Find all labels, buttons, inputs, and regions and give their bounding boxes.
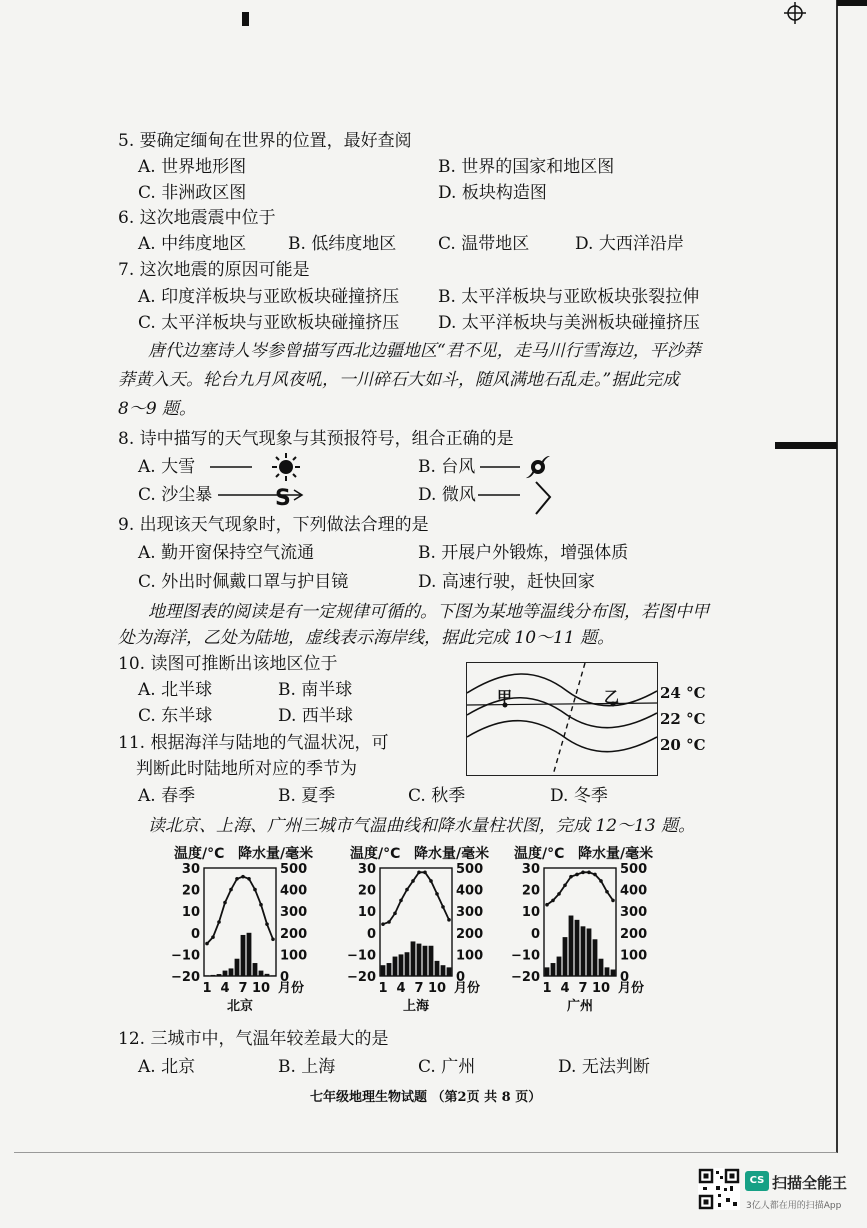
q9-stem: 9. 出现该天气现象时，下列做法合理的是 xyxy=(118,515,429,535)
x-tick: 4 xyxy=(220,981,230,996)
q6-option-c: C. 温带地区 xyxy=(438,234,530,254)
y-tick-left: −20 xyxy=(347,970,376,985)
q10-stem: 10. 读图可推断出该地区位于 xyxy=(118,654,338,674)
x-tick: 10 xyxy=(427,981,447,996)
temp-axis-title: 温度/°C xyxy=(350,846,401,862)
q11-stem-line1: 11. 根据海洋与陆地的气温状况，可 xyxy=(118,733,389,753)
jia-label: 甲 xyxy=(497,688,513,706)
temp-point xyxy=(435,892,439,896)
precip-bar xyxy=(259,971,264,976)
isotherm-label-24: 24 °C xyxy=(660,684,706,702)
precip-bar xyxy=(381,965,386,976)
precip-bar xyxy=(575,920,580,976)
q11-option-c: C. 秋季 xyxy=(408,786,466,806)
city-label: 广州 xyxy=(566,999,594,1014)
q5-option-a: A. 世界地形图 xyxy=(138,157,247,177)
precip-bar xyxy=(241,935,246,976)
temp-point xyxy=(429,879,433,883)
temp-point xyxy=(587,871,591,875)
y-tick-left: 20 xyxy=(181,883,200,899)
temp-point xyxy=(575,873,579,877)
precip-bar xyxy=(447,967,452,976)
y-tick-left: 30 xyxy=(521,862,540,877)
q11-stem-line2: 判断此时陆地所对应的季节为 xyxy=(136,759,357,779)
intro-10-11-line2: 处为海洋，乙处为陆地，虚线表示海岸线，据此完成 10～11 题。 xyxy=(118,628,615,648)
temp-point xyxy=(557,892,561,896)
x-tick: 1 xyxy=(202,981,212,996)
precip-bar xyxy=(557,957,562,976)
latitude-line xyxy=(467,703,657,705)
x-tick: 7 xyxy=(238,981,248,996)
q10-option-a: A. 北半球 xyxy=(138,680,213,700)
temp-point xyxy=(253,888,257,892)
temp-point xyxy=(551,899,555,903)
y-tick-right: 500 xyxy=(620,862,648,877)
intro-8-9-line2: 莽黄入天。轮台九月风夜吼，一川碎石大如斗，随风满地石乱走。”据此完成 xyxy=(118,370,680,390)
temp-point xyxy=(381,922,385,926)
y-tick-left: −20 xyxy=(511,970,540,985)
isotherm-lines xyxy=(467,663,657,775)
q7-option-b: B. 太平洋板块与亚欧板块张裂拉伸 xyxy=(438,287,700,307)
precip-bar xyxy=(435,961,440,976)
q6-option-d: D. 大西洋沿岸 xyxy=(575,234,684,254)
q12-option-c: C. 广州 xyxy=(418,1057,476,1077)
q5-option-d: D. 板块构造图 xyxy=(438,183,547,203)
q10-option-c: C. 东半球 xyxy=(138,706,213,726)
temp-axis-title: 温度/°C xyxy=(514,846,565,862)
y-tick-left: −10 xyxy=(511,948,540,964)
temp-point xyxy=(545,903,549,907)
q11-option-d: D. 冬季 xyxy=(550,786,608,806)
scanner-tagline: 3亿人都在用的扫描App xyxy=(746,1201,842,1211)
temp-point xyxy=(411,879,415,883)
y-tick-right: 0 xyxy=(620,970,630,985)
y-tick-left: 30 xyxy=(181,862,200,877)
y-tick-left: 20 xyxy=(521,883,540,899)
temp-point xyxy=(211,935,215,939)
city-label: 上海 xyxy=(402,999,430,1014)
scan-edge xyxy=(837,0,867,6)
precip-bar xyxy=(551,963,556,976)
q11-option-a: A. 春季 xyxy=(138,786,196,806)
temp-point xyxy=(605,890,609,894)
q8-option-a: A. 大雪 xyxy=(138,457,196,477)
precip-bar xyxy=(605,967,610,976)
precip-bar xyxy=(417,944,422,976)
intro-8-9-line1: 唐代边塞诗人岑参曾描写西北边疆地区“君不见，走马川行雪海边，平沙莽 xyxy=(148,341,701,361)
q5-stem: 5. 要确定缅甸在世界的位置，最好查阅 xyxy=(118,131,412,151)
temp-point xyxy=(235,877,239,881)
y-tick-right: 100 xyxy=(280,948,308,964)
temp-point xyxy=(223,901,227,905)
precip-bar xyxy=(599,959,604,976)
y-tick-left: 10 xyxy=(357,905,376,921)
x-axis-title: 月份 xyxy=(618,981,645,996)
isotherm-map xyxy=(466,662,658,776)
x-tick: 1 xyxy=(378,981,388,996)
temp-point xyxy=(447,918,451,922)
q12-option-a: A. 北京 xyxy=(138,1057,196,1077)
y-tick-right: 100 xyxy=(620,948,648,964)
temp-point xyxy=(265,922,269,926)
precip-bar xyxy=(429,946,434,976)
intro-12-13: 读北京、上海、广州三城市气温曲线和降水量柱状图，完成 12～13 题。 xyxy=(148,816,696,836)
temp-point xyxy=(593,873,597,877)
precip-bar xyxy=(223,971,228,976)
camscanner-logo: CS xyxy=(745,1171,769,1191)
isotherm-label-20: 20 °C xyxy=(660,736,706,754)
q8-stem: 8. 诗中描写的天气现象与其预报符号，组合正确的是 xyxy=(118,429,514,449)
y-tick-right: 400 xyxy=(280,883,308,899)
precip-axis-title: 降水量/毫米 xyxy=(578,846,654,862)
q12-option-d: D. 无法判断 xyxy=(558,1057,650,1077)
temp-point xyxy=(217,920,221,924)
precip-bar xyxy=(229,968,234,976)
temp-curve xyxy=(207,877,273,944)
y-tick-right: 200 xyxy=(280,926,308,942)
temp-point xyxy=(417,871,421,875)
precip-bar xyxy=(593,939,598,976)
y-tick-left: −10 xyxy=(171,948,200,964)
precip-bar xyxy=(423,946,428,976)
y-tick-left: 0 xyxy=(190,926,200,942)
q7-option-a: A. 印度洋板块与亚欧板块碰撞挤压 xyxy=(138,287,400,307)
svg-text:S: S xyxy=(275,486,291,510)
q12-option-b: B. 上海 xyxy=(278,1057,336,1077)
x-axis-title: 月份 xyxy=(454,981,481,996)
q11-option-b: B. 夏季 xyxy=(278,786,336,806)
y-tick-right: 400 xyxy=(456,883,484,899)
precip-bar xyxy=(587,928,592,976)
precip-bar xyxy=(235,959,240,976)
temp-curve xyxy=(383,872,449,924)
precip-bar xyxy=(405,952,410,976)
temp-point xyxy=(205,942,209,946)
plot-frame xyxy=(204,868,276,976)
y-tick-right: 100 xyxy=(456,948,484,964)
y-tick-right: 500 xyxy=(456,862,484,877)
precip-bar xyxy=(545,967,550,976)
binding-mark xyxy=(775,442,837,449)
isotherm-label-22: 22 °C xyxy=(660,710,706,728)
q8-option-b: B. 台风 xyxy=(418,457,476,477)
registration-mark xyxy=(242,12,249,26)
temp-point xyxy=(399,899,403,903)
precip-bar xyxy=(563,937,568,976)
q5-option-b: B. 世界的国家和地区图 xyxy=(438,157,615,177)
y-tick-right: 200 xyxy=(620,926,648,942)
precip-bar xyxy=(211,975,216,976)
crosshair-icon xyxy=(784,2,806,24)
temp-point xyxy=(387,920,391,924)
y-tick-left: 10 xyxy=(521,905,540,921)
yi-label: 乙 xyxy=(604,688,620,706)
x-tick: 4 xyxy=(396,981,406,996)
precip-bar xyxy=(247,933,252,976)
precip-bar xyxy=(569,916,574,976)
temp-point xyxy=(393,912,397,916)
temp-point xyxy=(259,903,263,907)
precip-bar xyxy=(205,975,210,976)
precip-axis-title: 降水量/毫米 xyxy=(238,846,314,862)
coastline xyxy=(553,663,585,775)
temp-point xyxy=(581,871,585,875)
q9-option-b: B. 开展户外锻炼，增强体质 xyxy=(418,543,629,563)
y-tick-left: 20 xyxy=(357,883,376,899)
temp-point xyxy=(611,899,615,903)
qr-code-icon xyxy=(698,1168,740,1210)
q6-option-a: A. 中纬度地区 xyxy=(138,234,247,254)
temp-point xyxy=(405,888,409,892)
temp-point xyxy=(241,875,245,879)
y-tick-left: −20 xyxy=(171,970,200,985)
x-tick: 4 xyxy=(560,981,570,996)
q7-option-c: C. 太平洋板块与亚欧板块碰撞挤压 xyxy=(138,313,400,333)
precip-bar xyxy=(271,975,276,976)
precip-bar xyxy=(581,926,586,976)
precip-bar xyxy=(611,970,616,976)
y-tick-right: 300 xyxy=(456,905,484,921)
intro-10-11-line1: 地理图表的阅读是有一定规律可循的。下图为某地等温线分布图，若图中甲 xyxy=(148,602,709,622)
q5-option-c: C. 非洲政区图 xyxy=(138,183,247,203)
y-tick-left: 0 xyxy=(530,926,540,942)
y-tick-right: 500 xyxy=(280,862,308,877)
precip-bar xyxy=(253,963,258,976)
q6-option-b: B. 低纬度地区 xyxy=(288,234,397,254)
precip-bar xyxy=(411,941,416,976)
q9-option-c: C. 外出时佩戴口罩与护目镜 xyxy=(138,572,349,592)
precip-bar xyxy=(399,954,404,976)
city-label: 北京 xyxy=(226,999,254,1014)
climate-charts xyxy=(166,842,706,1020)
q8-option-d: D. 微风 xyxy=(418,485,476,505)
q9-option-d: D. 高速行驶，赶快回家 xyxy=(418,572,595,592)
q8-option-c: C. 沙尘暴 xyxy=(138,485,213,505)
q10-option-d: D. 西半球 xyxy=(278,706,353,726)
temp-point xyxy=(271,937,275,941)
temp-point xyxy=(599,879,603,883)
temp-point xyxy=(441,905,445,909)
plot-frame xyxy=(544,868,616,976)
y-tick-right: 0 xyxy=(280,970,290,985)
temp-point xyxy=(229,888,233,892)
q12-stem: 12. 三城市中，气温年较差最大的是 xyxy=(118,1029,389,1049)
y-tick-left: 10 xyxy=(181,905,200,921)
temp-curve xyxy=(547,872,613,904)
temp-point xyxy=(569,875,573,879)
precip-axis-title: 降水量/毫米 xyxy=(414,846,490,862)
typhoon-symbol-icon xyxy=(480,452,554,482)
precip-bar xyxy=(441,965,446,976)
x-tick: 7 xyxy=(578,981,588,996)
y-tick-left: 30 xyxy=(357,862,376,877)
precip-bar xyxy=(265,974,270,976)
q9-option-a: A. 勤开窗保持空气流通 xyxy=(138,543,315,563)
scanner-name: 扫描全能王 xyxy=(772,1174,848,1192)
q10-option-b: B. 南半球 xyxy=(278,680,353,700)
q7-option-d: D. 太平洋板块与美洲板块碰撞挤压 xyxy=(438,313,700,333)
precip-bar xyxy=(217,974,222,976)
y-tick-right: 400 xyxy=(620,883,648,899)
x-tick: 10 xyxy=(251,981,271,996)
y-tick-left: −10 xyxy=(347,948,376,964)
breeze-symbol-icon xyxy=(478,480,558,516)
y-tick-right: 0 xyxy=(456,970,466,985)
x-axis-title: 月份 xyxy=(278,981,305,996)
y-tick-left: 0 xyxy=(366,926,376,942)
q7-stem: 7. 这次地震的原因可能是 xyxy=(118,260,310,280)
temp-point xyxy=(247,877,251,881)
precip-bar xyxy=(387,963,392,976)
temp-point xyxy=(563,883,567,887)
temp-axis-title: 温度/°C xyxy=(174,846,225,862)
x-tick: 7 xyxy=(414,981,424,996)
page-footer: 七年级地理生物试题 （第2页 共 8 页） xyxy=(310,1090,542,1105)
x-tick: 1 xyxy=(542,981,552,996)
x-tick: 10 xyxy=(591,981,611,996)
y-tick-right: 300 xyxy=(280,905,308,921)
q6-stem: 6. 这次地震震中位于 xyxy=(118,208,276,228)
precip-bar xyxy=(393,957,398,976)
y-tick-right: 300 xyxy=(620,905,648,921)
intro-8-9-line3: 8～9 题。 xyxy=(118,399,197,419)
sandstorm-symbol-icon xyxy=(218,480,308,510)
temp-point xyxy=(423,871,427,875)
y-tick-right: 200 xyxy=(456,926,484,942)
heavy-snow-symbol-icon xyxy=(208,452,312,482)
